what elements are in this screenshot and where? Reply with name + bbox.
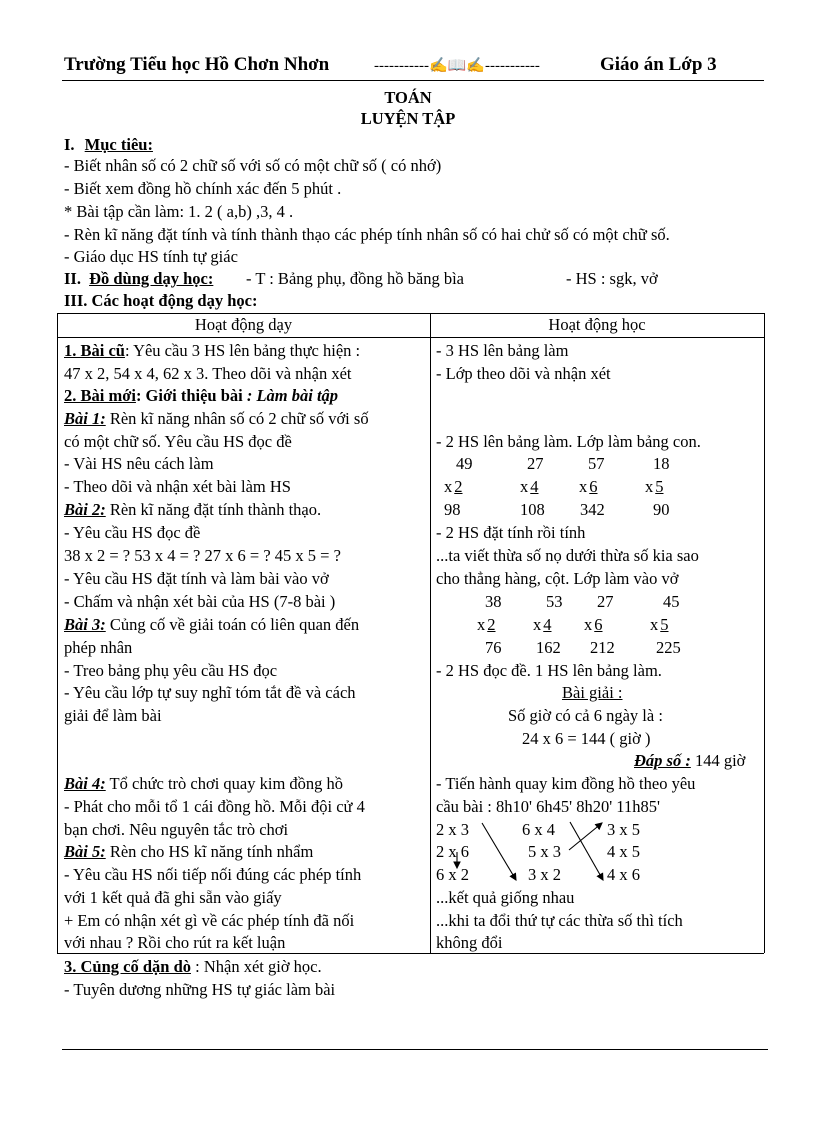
calc1-result: 90 <box>653 500 670 519</box>
match-arrow <box>570 822 603 880</box>
calc1-top: 18 <box>653 454 670 473</box>
solution-line: Số giờ có cả 6 ngày là : <box>508 706 663 725</box>
old-lesson-text: : Yêu cầu 3 HS lên bảng thực hiện : <box>124 341 361 360</box>
footer-rule <box>62 1049 768 1050</box>
calc2-times: x 2 <box>477 615 496 634</box>
objective-line: - Biết nhân số có 2 chữ số với số có một chữ số ( có nhớ) <box>64 156 442 175</box>
calc1-times: x 4 <box>520 477 539 496</box>
section2-num: II. <box>64 269 81 288</box>
match-item: 4 x 6 <box>607 865 640 884</box>
right-line: - 2 HS lên bảng làm. Lớp làm bảng con. <box>436 432 701 451</box>
objective-line: * Bài tập cần làm: 1. 2 ( a,b) ,3, 4 . <box>64 202 294 221</box>
calc2-top: 38 <box>485 592 502 611</box>
left-line: - Yêu cầu HS đặt tính và làm bài vào vở <box>64 569 329 588</box>
right-line: - Tiến hành quay kim đồng hồ theo yêu <box>436 774 696 793</box>
calc1-times: x 5 <box>645 477 664 496</box>
answer-value: 144 giờ <box>690 751 746 770</box>
exercise-3-label: Bài 3: <box>64 615 106 634</box>
match-item: 6 x 4 <box>522 820 555 839</box>
calc2-times: x 6 <box>584 615 603 634</box>
solution-title: Bài giải : <box>562 683 623 702</box>
old-lesson-label: 1. Bài cũ <box>64 341 125 360</box>
calc2-multiplier: 4 <box>543 615 552 634</box>
match-item: 3 x 2 <box>528 865 561 884</box>
right-line: ...ta viết thừa số nọ dưới thừa số kia sao <box>436 546 699 565</box>
calc1-times: x 2 <box>444 477 463 496</box>
calc2-top: 27 <box>597 592 614 611</box>
right-line: - 2 HS đặt tính rồi tính <box>436 523 586 542</box>
match-item: 2 x 6 <box>436 842 469 861</box>
right-line: - 2 HS đọc đề. 1 HS lên bảng làm. <box>436 661 662 680</box>
solution-line: 24 x 6 = 144 ( giờ ) <box>522 729 651 748</box>
calc1-times: x 6 <box>579 477 598 496</box>
calc2-multiplier: 2 <box>487 615 496 634</box>
exercise-5-label: Bài 5: <box>64 842 106 861</box>
calc1-top: 49 <box>456 454 473 473</box>
objective-line: - Giáo dục HS tính tự giác <box>64 247 238 266</box>
objective-line: - Rèn kĩ năng đặt tính và tính thành thạo các phép tính nhân số có hai chử số có một chữ số. <box>64 225 670 244</box>
calc1-multiplier: 2 <box>454 477 463 496</box>
right-line: ...kết quả giống nhau <box>436 888 575 907</box>
new-lesson-italic: : Làm bài tập <box>246 386 339 405</box>
right-line: - Lớp theo dõi và nhận xét <box>436 364 611 383</box>
consolidation-line: - Tuyên dương những HS tự giác làm bài <box>64 980 336 999</box>
exercise-3-text: Củng cố về giải toán có liên quan đến <box>105 615 360 634</box>
calc1-top: 57 <box>588 454 605 473</box>
calc2-result: 225 <box>656 638 681 657</box>
left-line: 38 x 2 = ? 53 x 4 = ? 27 x 6 = ? 45 x 5 = ? <box>64 546 341 565</box>
left-line: - Phát cho mỗi tổ 1 cái đồng hồ. Mỗi đội cử 4 <box>64 797 365 816</box>
calc2-top: 45 <box>663 592 680 611</box>
new-lesson-label: 2. Bài mới <box>64 386 136 405</box>
exercise-4-label: Bài 4: <box>64 774 106 793</box>
calc1-result: 98 <box>444 500 461 519</box>
left-line: - Treo bảng phụ yêu cầu HS đọc <box>64 661 278 680</box>
calc1-multiplier: 4 <box>530 477 539 496</box>
calc2-multiplier: 6 <box>594 615 603 634</box>
match-item: 2 x 3 <box>436 820 469 839</box>
calc1-multiplier: 5 <box>655 477 664 496</box>
exercise-1-text: Rèn kĩ năng nhân số có 2 chữ số với số <box>105 409 369 428</box>
left-line: với nhau ? Rồi cho rút ra kết luận <box>64 933 286 952</box>
exercise-1-label: Bài 1: <box>64 409 106 428</box>
calc1-result: 108 <box>520 500 545 519</box>
left-line: phép nhân <box>64 638 133 657</box>
exercise-2-text: Rèn kĩ năng đặt tính thành thạo. <box>105 500 322 519</box>
match-item: 5 x 3 <box>528 842 561 861</box>
left-line: - Yêu cầu lớp tự suy nghĩ tóm tắt đề và cách <box>64 683 356 702</box>
col-header-teacher: Hoạt động dạy <box>194 315 293 334</box>
lesson-title: LUYỆN TẬP <box>360 109 456 128</box>
calc1-top: 27 <box>527 454 544 473</box>
left-line: - Vài HS nêu cách làm <box>64 454 214 473</box>
consolidation-text: : Nhận xét giờ học. <box>191 957 322 976</box>
section3-heading: III. Các hoạt động dạy học: <box>64 291 258 310</box>
col-header-student: Hoạt động học <box>548 315 646 334</box>
left-line: có một chữ số. Yêu cầu HS đọc đề <box>64 432 292 451</box>
section2-title: Đồ dùng dạy học: <box>89 269 214 288</box>
left-line: - Yêu cầu HS nối tiếp nối đúng các phép tính <box>64 865 362 884</box>
header-class: Giáo án Lớp 3 <box>600 54 717 75</box>
header-ornament: -----------✍📖✍----------- <box>374 58 540 74</box>
left-line: - Chấm và nhận xét bài của HS (7-8 bài ) <box>64 592 336 611</box>
calc2-times: x 5 <box>650 615 669 634</box>
right-line: không đổi <box>436 933 503 952</box>
exercise-2-label: Bài 2: <box>64 500 106 519</box>
header-school: Trường Tiểu học Hồ Chơn Nhơn <box>64 54 330 75</box>
calc1-multiplier: 6 <box>589 477 598 496</box>
right-line: cầu bài : 8h10' 6h45' 8h20' 11h85' <box>436 797 660 816</box>
match-arrow <box>569 823 602 850</box>
section1-num: I. <box>64 135 75 154</box>
answer-label: Đáp số : <box>634 751 691 770</box>
subject-title: TOÁN <box>384 88 432 107</box>
exercise-5-text: Rèn cho HS kĩ năng tính nhẩm <box>105 842 314 861</box>
left-line: + Em có nhận xét gì về các phép tính đã nối <box>64 911 355 930</box>
objective-line: - Biết xem đồng hồ chính xác đến 5 phút . <box>64 179 342 198</box>
teacher-materials: - T : Bảng phụ, đồng hồ băng bìa <box>246 269 464 288</box>
section1-title: Mục tiêu: <box>84 135 153 154</box>
student-materials: - HS : sgk, vở <box>566 269 658 288</box>
match-item: 6 x 2 <box>436 865 469 884</box>
left-line: - Theo dõi và nhận xét bài làm HS <box>64 477 291 496</box>
match-item: 4 x 5 <box>607 842 640 861</box>
right-line: ...khi ta đổi thứ tự các thừa số thì tích <box>436 911 683 930</box>
left-line: 47 x 2, 54 x 4, 62 x 3. Theo dõi và nhận xét <box>64 364 352 383</box>
left-line: với 1 kết quả đã ghi sẵn vào giấy <box>64 888 282 907</box>
calc2-result: 76 <box>485 638 502 657</box>
calc2-result: 212 <box>590 638 615 657</box>
calc2-result: 162 <box>536 638 561 657</box>
match-item: 3 x 5 <box>607 820 640 839</box>
calc2-top: 53 <box>546 592 563 611</box>
calc2-times: x 4 <box>533 615 552 634</box>
right-line: cho thẳng hàng, cột. Lớp làm vào vở <box>436 569 679 588</box>
left-line: giải để làm bài <box>64 706 162 725</box>
consolidation-label: 3. Củng cố dặn dò <box>64 957 191 976</box>
new-lesson-text: : Giới thiệu bài <box>135 386 243 405</box>
consolidation <box>64 956 322 978</box>
exercise-4-text: Tổ chức trò chơi quay kim đồng hồ <box>105 774 344 793</box>
calc2-multiplier: 5 <box>660 615 669 634</box>
left-line: - Yêu cầu HS đọc đề <box>64 523 201 542</box>
left-line: bạn chơi. Nêu nguyên tắc trò chơi <box>64 820 289 839</box>
match-arrow <box>482 823 516 880</box>
right-line: - 3 HS lên bảng làm <box>436 341 569 360</box>
calc1-result: 342 <box>580 500 605 519</box>
